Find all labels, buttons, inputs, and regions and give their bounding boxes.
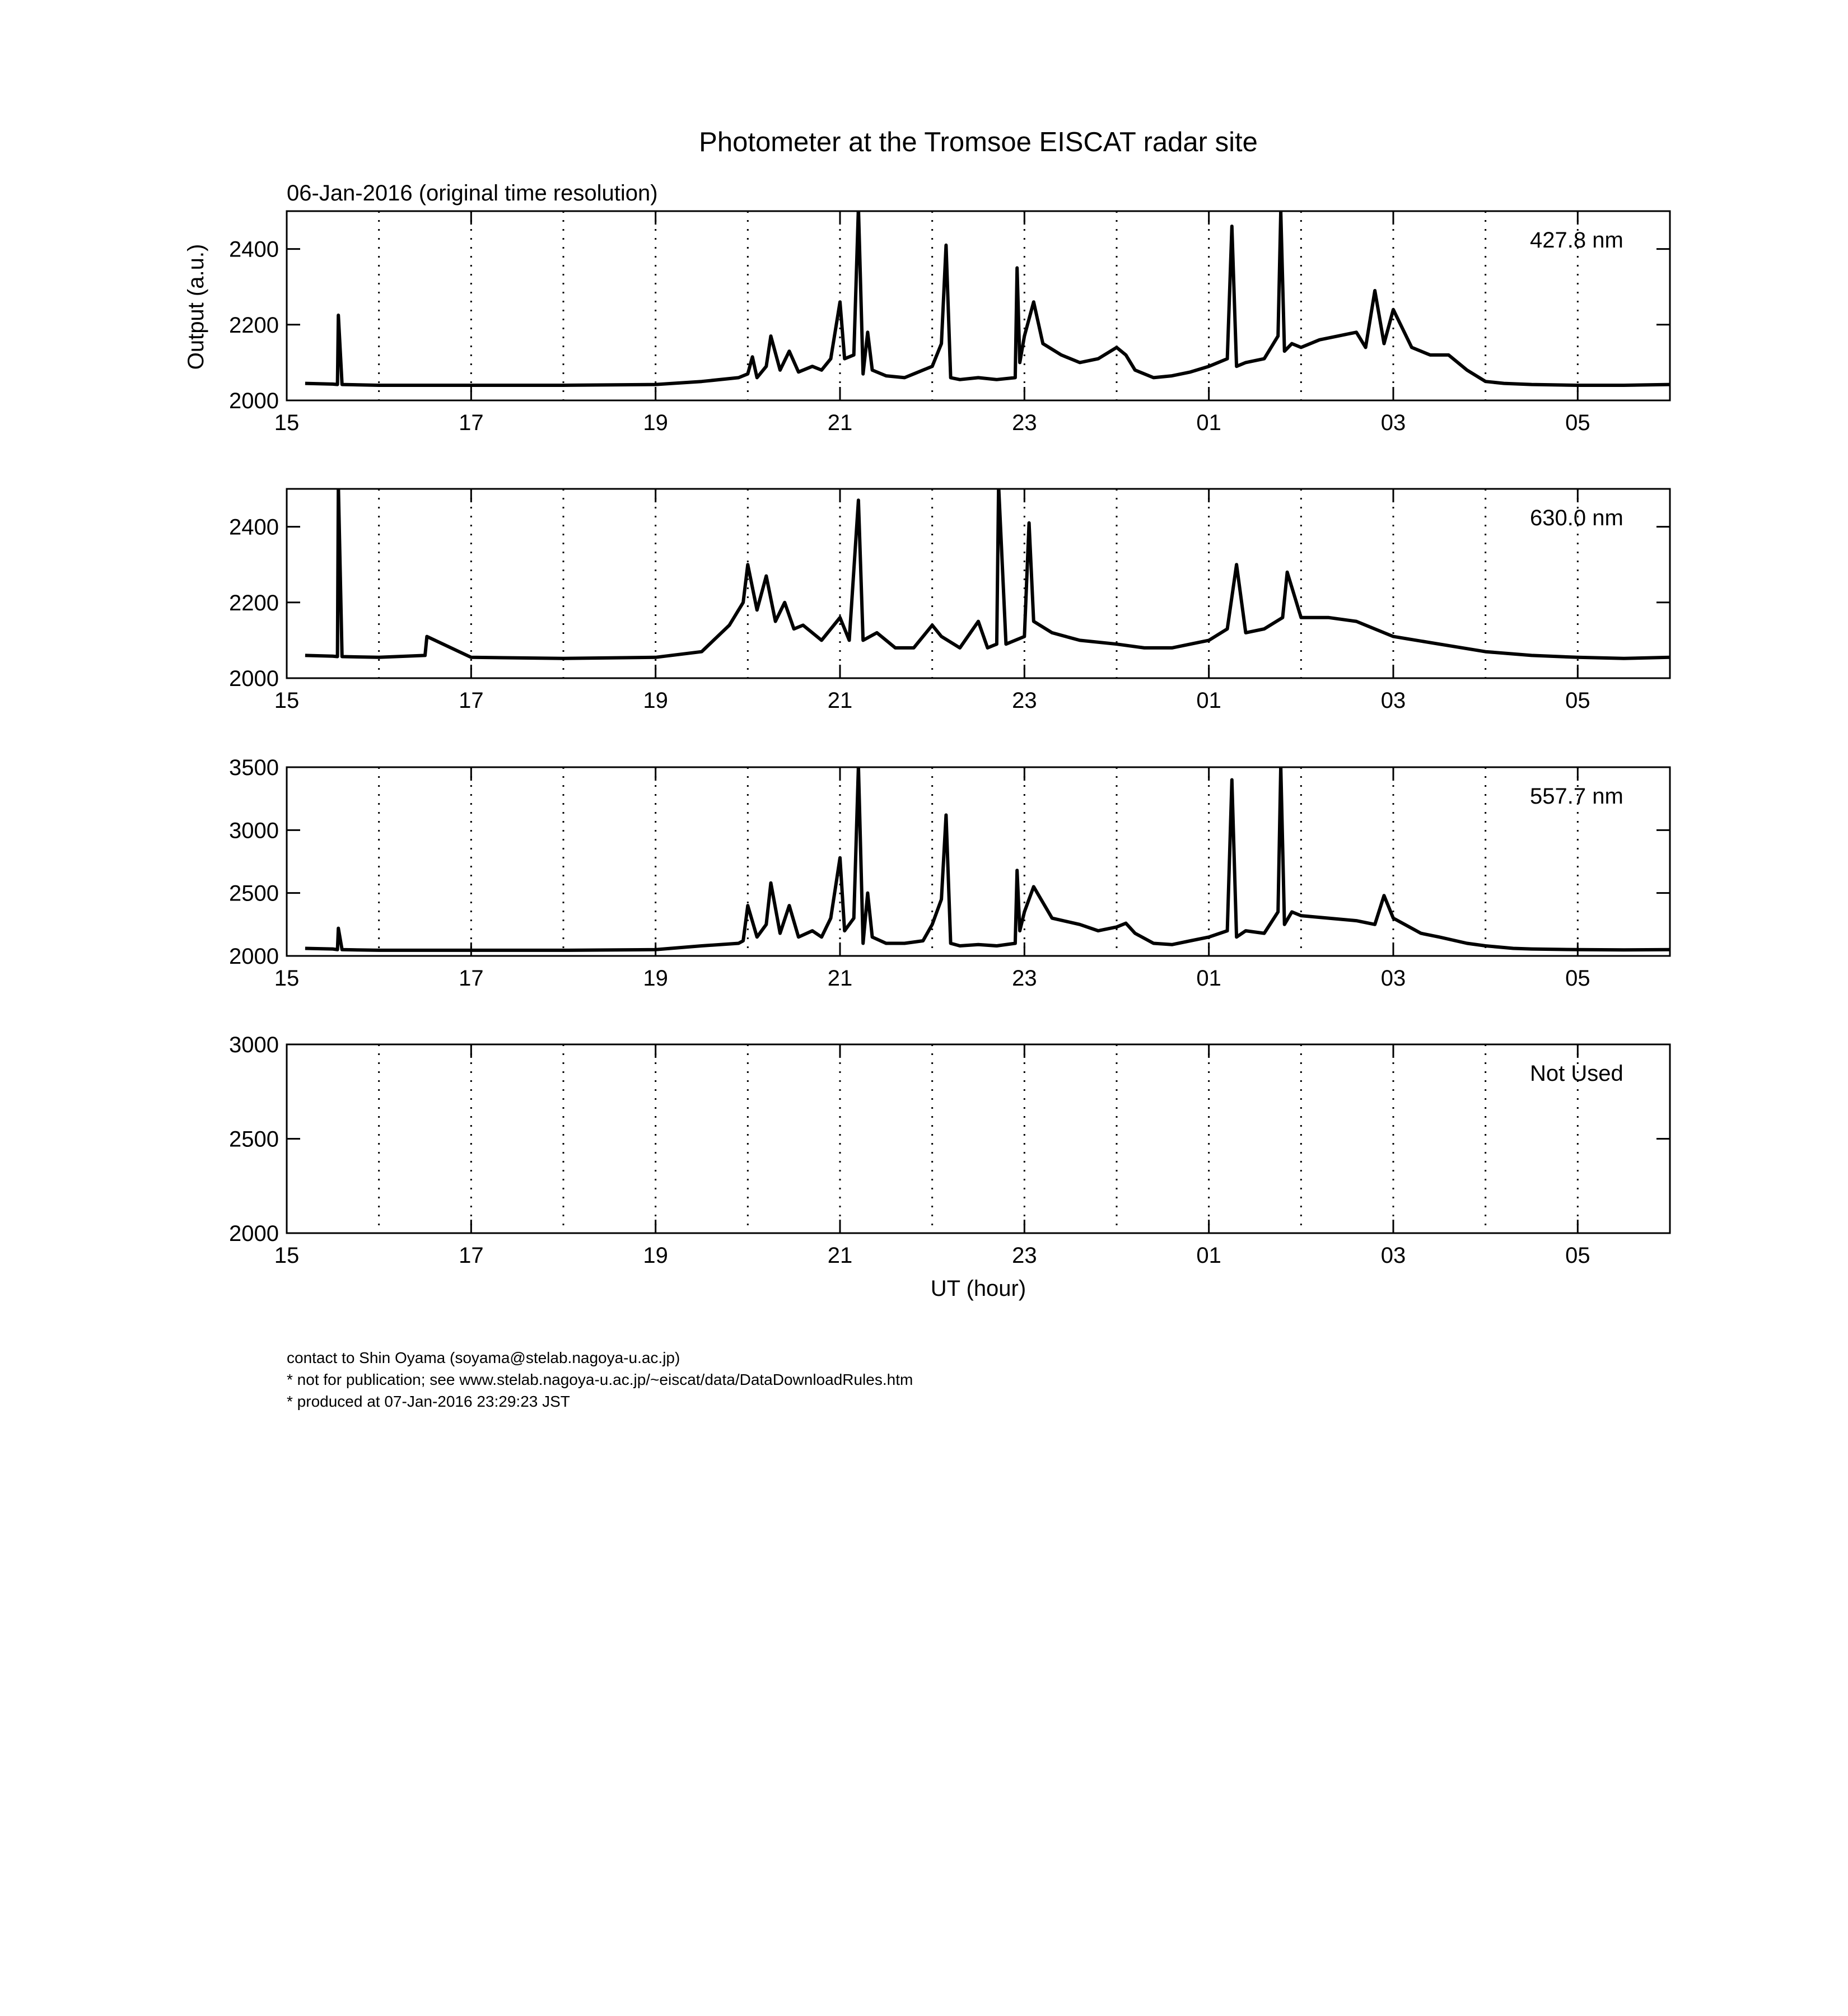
y-tick-label: 2400 <box>229 515 279 540</box>
y-axis-label: Output (a.u.) <box>184 244 208 370</box>
y-tick-label: 2400 <box>229 237 279 262</box>
y-tick-label: 3000 <box>229 1033 279 1057</box>
x-tick-label: 17 <box>459 1243 484 1268</box>
footer-produced-note: * produced at 07-Jan-2016 23:29:23 JST <box>287 1393 570 1410</box>
x-tick-label: 01 <box>1196 966 1221 991</box>
x-tick-label: 21 <box>827 966 853 991</box>
panel-3 <box>229 755 1670 991</box>
x-tick-label: 05 <box>1565 410 1590 435</box>
x-axis-label: UT (hour) <box>930 1276 1026 1301</box>
x-tick-label: 23 <box>1012 1243 1037 1268</box>
x-tick-label: 05 <box>1565 688 1590 713</box>
footer-publication-note: * not for publication; see www.stelab.nagoya-u.ac.jp/~eiscat/data/DataDownloadRules.htm <box>287 1371 913 1388</box>
figure-title: Photometer at the Tromsoe EISCAT radar site <box>699 127 1258 157</box>
x-tick-label: 03 <box>1380 966 1406 991</box>
x-tick-label: 15 <box>274 1243 300 1268</box>
axes-box <box>287 489 1670 678</box>
y-tick-label: 2000 <box>229 1221 279 1246</box>
x-tick-label: 23 <box>1012 410 1037 435</box>
footer-contact: contact to Shin Oyama (soyama@stelab.nagoya-u.ac.jp) <box>287 1349 680 1366</box>
axes-box <box>287 767 1670 956</box>
x-tick-label: 17 <box>459 688 484 713</box>
panel-2 <box>229 485 1670 713</box>
y-tick-label: 2000 <box>229 944 279 969</box>
y-tick-label: 3000 <box>229 818 279 843</box>
x-tick-label: 19 <box>643 966 668 991</box>
date-label: 06-Jan-2016 (original time resolution) <box>287 181 658 206</box>
series-line <box>305 207 1670 385</box>
axes-box <box>287 211 1670 400</box>
footer <box>287 1347 913 1412</box>
y-tick-label: 2200 <box>229 590 279 615</box>
axes-box <box>287 1044 1670 1233</box>
y-tick-label: 3500 <box>229 755 279 780</box>
x-tick-label: 17 <box>459 966 484 991</box>
series-line <box>305 766 1670 950</box>
series-line <box>305 485 1670 659</box>
x-tick-label: 15 <box>274 688 300 713</box>
y-tick-label: 2000 <box>229 389 279 413</box>
x-tick-label: 03 <box>1380 410 1406 435</box>
x-tick-label: 23 <box>1012 966 1037 991</box>
panel-1 <box>229 207 1670 435</box>
panel-label: 427.8 nm <box>1530 228 1623 253</box>
panel-label: 557.7 nm <box>1530 784 1623 809</box>
y-tick-label: 2500 <box>229 881 279 906</box>
x-tick-label: 19 <box>643 1243 668 1268</box>
x-tick-label: 01 <box>1196 410 1221 435</box>
y-tick-label: 2200 <box>229 312 279 338</box>
panel-label: 630.0 nm <box>1530 506 1623 530</box>
panels <box>229 207 1670 1268</box>
x-tick-label: 21 <box>827 688 853 713</box>
x-tick-label: 01 <box>1196 688 1221 713</box>
panel-label: Not Used <box>1530 1061 1623 1086</box>
x-tick-label: 23 <box>1012 688 1037 713</box>
y-tick-label: 2500 <box>229 1127 279 1152</box>
x-tick-label: 15 <box>274 410 300 435</box>
y-tick-label: 2000 <box>229 666 279 691</box>
panel-4 <box>229 1033 1670 1268</box>
x-tick-label: 21 <box>827 1243 853 1268</box>
x-tick-label: 05 <box>1565 966 1590 991</box>
x-tick-label: 15 <box>274 966 300 991</box>
x-tick-label: 17 <box>459 410 484 435</box>
x-tick-label: 01 <box>1196 1243 1221 1268</box>
x-tick-label: 05 <box>1565 1243 1590 1268</box>
x-tick-label: 19 <box>643 688 668 713</box>
x-tick-label: 03 <box>1380 688 1406 713</box>
x-tick-label: 03 <box>1380 1243 1406 1268</box>
x-tick-label: 19 <box>643 410 668 435</box>
x-tick-label: 21 <box>827 410 853 435</box>
